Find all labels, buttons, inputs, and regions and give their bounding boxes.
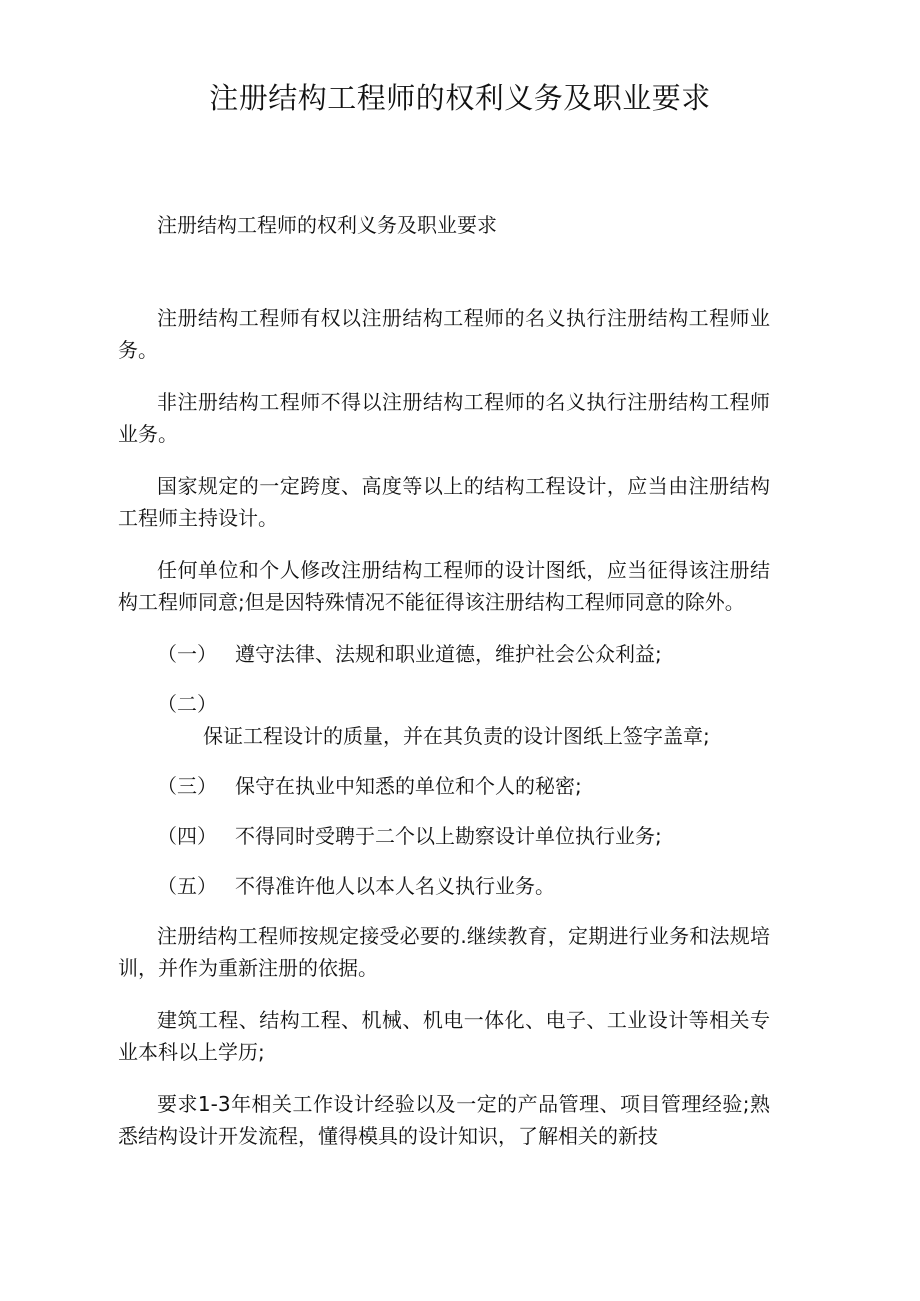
list-item-text: 遵守法律、法规和职业道德，维护社会公众利益; xyxy=(235,642,662,666)
list-item-number: （三） xyxy=(157,774,217,798)
paragraph: 国家规定的一定跨度、高度等以上的结构工程设计，应当由注册结构工程师主持设计。 xyxy=(118,474,770,530)
list-item xyxy=(118,870,770,902)
paragraph: 建筑工程、结构工程、机械、机电一体化、电子、工业设计等相关专业本科以上学历; xyxy=(118,1008,770,1064)
list-item-number: （一） xyxy=(157,642,217,666)
list-item-text: 保守在执业中知悉的单位和个人的秘密; xyxy=(235,774,582,798)
document-body xyxy=(118,302,770,1172)
list-item-number: （二） xyxy=(157,692,217,716)
document-subtitle: 注册结构工程师的权利义务及职业要求 xyxy=(157,213,497,237)
paragraph: 注册结构工程师有权以注册结构工程师的名义执行注册结构工程师业务。 xyxy=(118,306,770,362)
list-item-text: 保证工程设计的质量，并在其负责的设计图纸上签字盖章; xyxy=(203,724,710,748)
list-item xyxy=(118,638,770,670)
document-title: 注册结构工程师的权利义务及职业要求 xyxy=(209,81,711,115)
list-item-number: （五） xyxy=(157,874,217,898)
list-item xyxy=(118,770,770,802)
paragraph: 任何单位和个人修改注册结构工程师的设计图纸，应当征得该注册结构工程师同意;但是因特殊情况不能征得该注册结构工程师同意的除外。 xyxy=(118,558,770,614)
paragraph: 要求1-3年相关工作设计经验以及一定的产品管理、项目管理经验;熟悉结构设计开发流程，懂得模具的设计知识，了解相关的新技 xyxy=(118,1092,770,1148)
list-item-text: 不得同时受聘于二个以上勘察设计单位执行业务; xyxy=(235,824,662,848)
list-item-number: （四） xyxy=(157,824,217,848)
list-item xyxy=(118,688,770,752)
paragraph: 注册结构工程师按规定接受必要的.继续教育，定期进行业务和法规培训，并作为重新注册的依据。 xyxy=(118,924,770,980)
list-item-text: 不得准许他人以本人名义执行业务。 xyxy=(235,874,555,898)
list-item xyxy=(118,820,770,852)
paragraph: 非注册结构工程师不得以注册结构工程师的名义执行注册结构工程师业务。 xyxy=(118,390,770,446)
